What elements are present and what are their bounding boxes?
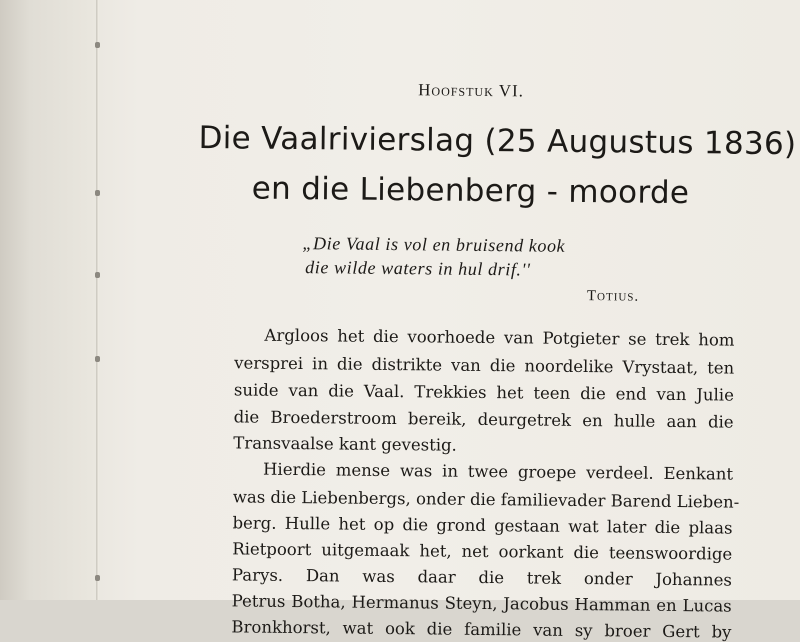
epigraph-line-1: „Die Vaal is vol en bruisend kook [302,233,566,256]
body-line: Parys. Dan was daar die trek onder Johannes [231,565,733,590]
body-line: Bronkhorst, wat ook die familie van sy broer Gert by [231,617,732,642]
binding-stitch [95,575,100,581]
body-line: Argloos het die voorhoede van Potgieter se trek hom [264,325,735,350]
body-line: versprei in die distrikte van die noordelike Vrystaat, ten [234,353,735,378]
chapter-heading: Hoofstuk VI. [418,80,525,101]
chapter-title-line-1: Die Vaalrivierslag (25 Augustus 1836) [198,119,797,163]
body-line: was die Liebenbergs, onder die familievader Barend Lieben- [232,487,740,512]
body-line: Hierdie mense was in twee groepe verdeel. Eenkant [262,459,734,484]
binding-stitch [95,42,100,48]
body-line: Transvaalse kant gevestig. [233,433,457,455]
body-line: berg. Hulle het op die grond gestaan wat later die plaas [232,513,733,538]
epigraph-author: Totius. [586,288,640,305]
body-line: die Broederstroom bereik, deurgetrek en hulle aan die [233,407,734,432]
binding-stitch [95,272,100,278]
page-text [198,0,797,642]
chapter-title-line-2: en die Liebenberg - moorde [251,170,690,212]
binding-stitch [95,190,100,196]
body-line: Rietpoort uitgemaak het, net oorkant die teenswoordige [232,539,733,564]
binding-stitch [95,356,100,362]
epigraph-line-2: die wilde waters in hul drif.'' [305,257,531,280]
book-gutter [96,0,99,600]
body-line: Petrus Botha, Hermanus Steyn, Jacobus Hamman en Lucas [231,591,732,616]
body-line: suide van die Vaal. Trekkies het teen die end van Julie [233,380,734,405]
